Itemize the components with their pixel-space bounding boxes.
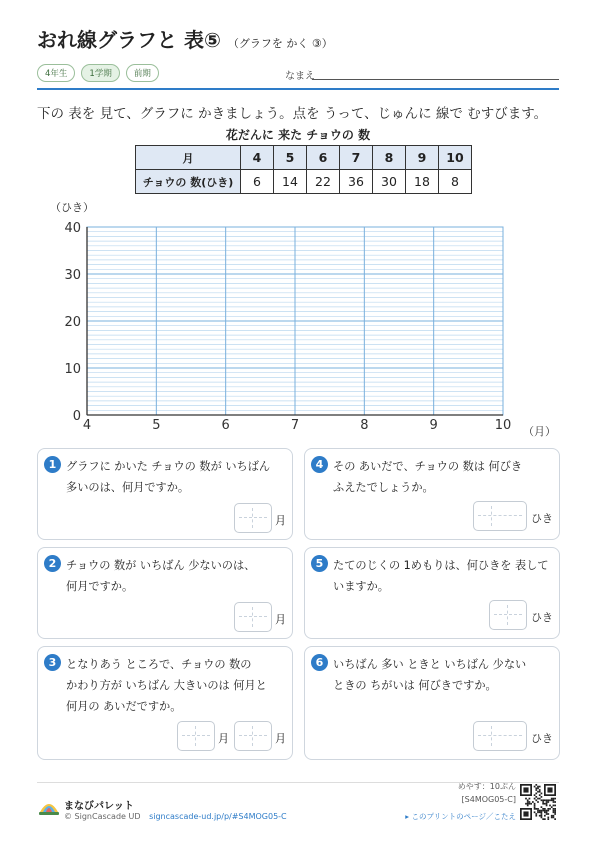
copyright-text: © SignCascade UD xyxy=(64,812,141,821)
answer-box-to[interactable] xyxy=(234,721,272,751)
question-text xyxy=(66,555,288,597)
palette-logo-icon xyxy=(38,794,60,816)
x-tick-label: 7 xyxy=(290,418,300,433)
answer-unit: ひき xyxy=(531,611,553,624)
question-line: ときの ちがいは 何びきですか。 xyxy=(333,679,497,692)
x-tick-label: 4 xyxy=(82,418,92,433)
answer-unit: 月 xyxy=(218,732,229,745)
question-line: かわり方が いちばん 大きいのは 何月と xyxy=(66,679,267,692)
count-cell: 6 xyxy=(241,170,274,194)
question-number: 4 xyxy=(311,456,328,473)
tag-grade: 4年生 xyxy=(37,64,75,82)
question-line: たてのじくの 1めもりは、何ひきを 表して xyxy=(333,559,549,572)
sheet-code: [S4MOG05-C] xyxy=(461,795,516,804)
question-card-2 xyxy=(37,547,293,639)
question-text xyxy=(66,654,288,717)
question-text xyxy=(333,654,555,696)
question-line: チョウの 数が いちばん 少ないのは、 xyxy=(66,559,256,572)
question-number: 6 xyxy=(311,654,328,671)
x-tick-label: 8 xyxy=(360,418,369,433)
answers-link[interactable]: ▸ このプリントのページ／こたえ xyxy=(405,812,516,821)
title-subtitle: （グラフを かく ③） xyxy=(227,37,333,50)
y-tick-label: 40 xyxy=(64,221,81,236)
qr-code-icon[interactable] xyxy=(520,784,556,820)
time-estimate: めやす：10ぷん xyxy=(457,782,516,791)
answer-unit: ひき xyxy=(531,732,553,745)
answer-box[interactable] xyxy=(234,602,272,632)
answer-unit: ひき xyxy=(531,512,553,525)
question-card-4 xyxy=(304,448,560,540)
row-header-count: チョウの 数(ひき) xyxy=(136,170,241,194)
instruction: 下の 表を 見て、グラフに かきましょう。点を うって、じゅんに 線で むすびます。 xyxy=(37,106,548,122)
site-link[interactable]: signcascade-ud.jp/p/#S4MOG05-C xyxy=(149,812,287,821)
count-cell: 30 xyxy=(373,170,406,194)
question-line: 多いのは、何月ですか。 xyxy=(66,481,190,494)
question-number: 5 xyxy=(311,555,328,572)
y-tick-label: 10 xyxy=(64,362,81,377)
month-cell: 6 xyxy=(307,146,340,170)
count-cell: 36 xyxy=(340,170,373,194)
tag-period: 前期 xyxy=(126,64,159,82)
answer-unit: 月 xyxy=(275,514,286,527)
question-line: いますか。 xyxy=(333,580,389,593)
answer-box[interactable] xyxy=(489,600,527,630)
question-text xyxy=(66,456,288,498)
question-line: グラフに かいた チョウの 数が いちばん xyxy=(66,460,271,473)
question-card-5 xyxy=(304,547,560,639)
question-text xyxy=(333,456,555,498)
y-tick-label: 30 xyxy=(64,268,81,283)
question-card-3 xyxy=(37,646,293,760)
y-tick-label: 20 xyxy=(64,315,81,330)
question-line: 何月の あいだですか。 xyxy=(66,700,182,713)
tag-term: 1学期 xyxy=(81,64,119,82)
table-caption: 花だんに 来た チョウの 数 xyxy=(225,128,371,142)
month-cell: 5 xyxy=(274,146,307,170)
month-cell: 9 xyxy=(406,146,439,170)
answer-unit: 月 xyxy=(275,613,286,626)
x-tick-label: 6 xyxy=(221,418,230,433)
title-main: おれ線グラフと 表⑤ xyxy=(37,28,221,52)
answer-box-from[interactable] xyxy=(177,721,215,751)
question-card-6 xyxy=(304,646,560,760)
x-axis-label: （月） xyxy=(523,425,556,438)
name-label: なまえ xyxy=(285,71,315,82)
row-header-month: 月 xyxy=(136,146,241,170)
x-tick-label: 5 xyxy=(152,418,161,433)
question-card-1 xyxy=(37,448,293,540)
month-cell: 4 xyxy=(241,146,274,170)
month-cell: 8 xyxy=(373,146,406,170)
count-cell: 22 xyxy=(307,170,340,194)
count-cell: 14 xyxy=(274,170,307,194)
y-axis-label: （ひき） xyxy=(50,201,94,214)
answer-box[interactable] xyxy=(473,721,527,751)
count-cell: 18 xyxy=(406,170,439,194)
question-line: ふえたでしょうか。 xyxy=(333,481,434,494)
question-text xyxy=(333,555,555,597)
y-tick-label: 0 xyxy=(72,409,81,424)
question-number: 3 xyxy=(44,654,61,671)
month-cell: 7 xyxy=(340,146,373,170)
question-line: となりあう ところで、チョウの 数の xyxy=(66,658,252,671)
question-line: その あいだで、チョウの 数は 何びき xyxy=(333,460,523,473)
count-cell: 8 xyxy=(439,170,472,194)
question-line: いちばん 多い ときと いちばん 少ない xyxy=(333,658,527,671)
brand-name: まなびパレット xyxy=(64,801,134,812)
answer-box[interactable] xyxy=(473,501,527,531)
answer-unit: 月 xyxy=(275,732,286,745)
x-tick-label: 10 xyxy=(494,418,512,433)
question-line: 何月ですか。 xyxy=(66,580,134,593)
question-number: 2 xyxy=(44,555,61,572)
x-tick-label: 9 xyxy=(429,418,438,433)
question-number: 1 xyxy=(44,456,61,473)
answer-box[interactable] xyxy=(234,503,272,533)
copyright xyxy=(64,812,287,821)
month-cell: 10 xyxy=(439,146,472,170)
